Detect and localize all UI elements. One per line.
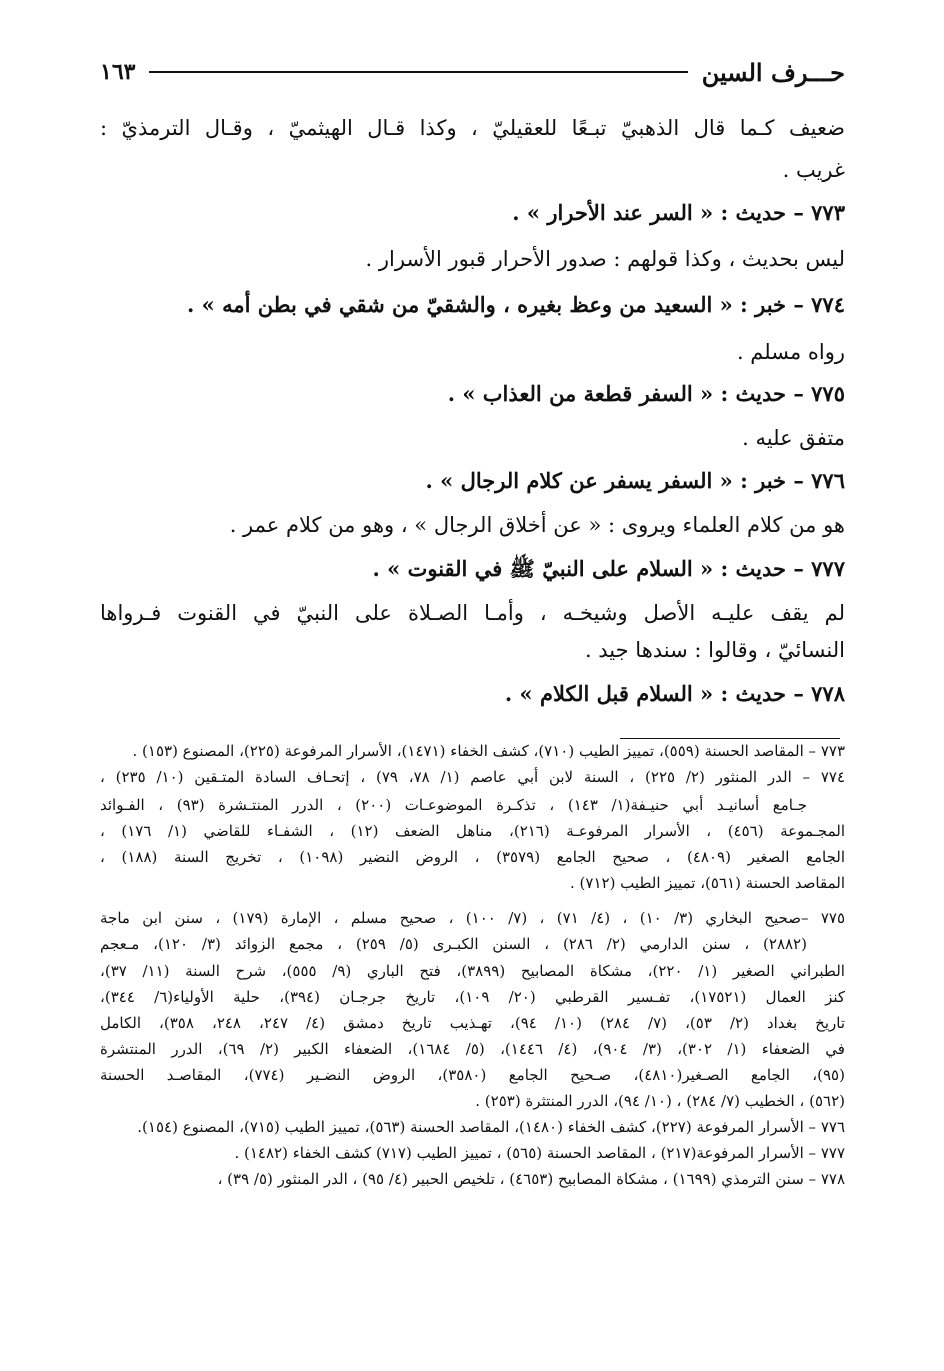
page-header xyxy=(100,52,845,92)
page-number: ١٦٣ xyxy=(100,59,136,85)
hadith-heading: ٧٧٦ – خبر : « السفر يسفر عن كلام الرجال » . xyxy=(425,468,845,493)
footnote-line: المقاصد الحسنة (٥٦١)، تمييز الطيب (٧١٢) . xyxy=(570,874,845,892)
footnote-line: الجامع الصغير (٤٨٠٩) ، صحيح الجامع (٣٥٧٩) ، الروض النضير (١٠٩٨) ، تخريج السنة (١٨٨) ، xyxy=(100,848,845,866)
body-line: متفق عليه . xyxy=(742,426,845,450)
chapter-title: حـــرف السين xyxy=(701,57,845,87)
footnote-line: المجـموعة (٤٥٦) ، الأسرار المرفوعـة (٢١٦)، مناهل الضعف (١٢) ، الشفـاء للقاضي (١/ ١٧٦) ، xyxy=(100,822,846,840)
body-line: رواه مسلم . xyxy=(736,340,845,364)
body-line: هو من كلام العلماء ويروى : « عن أخلاق الرجال » ، وهو من كلام عمر . xyxy=(229,513,845,537)
body-line: ليس بحديث ، وكذا قولهم : صدور الأحرار قبور الأسرار . xyxy=(365,247,845,271)
hadith-heading: ٧٧٧ – حديث : « السلام على النبيّ ﷺ في القنوت » . xyxy=(372,556,845,581)
footnote-line: ٧٧٦ – الأسرار المرفوعة (٢٢٧)، كشف الخفاء (١٤٨٠)، المقاصد الحسنة (٥٦٣)، تمييز الطيب (٧١٥)، المصنوع (١٥٤). xyxy=(137,1118,845,1136)
footnote-line: (٥٦٢) ، الخطيب (٧/ ٢٨٤) ، (١٠/ ٩٤)، الدرر المنتثرة (٢٥٣) . xyxy=(475,1092,845,1110)
footnote-separator xyxy=(620,738,840,739)
body-line: لم يقف عليـه الأصل وشيخـه ، وأمـا الصـلاة على النبيّ في القنوت فـرواها xyxy=(100,601,845,625)
hadith-heading: ٧٧٥ – حديث : « السفر قطعة من العذاب » . xyxy=(447,381,845,406)
footnote-line: (٩٥)، الجامع الصـغير(٤٨١٠)، صـحيح الجامع (٣٥٨٠)، الروض النضـير (٧٧٤)، المقاصـد الحسنة xyxy=(100,1066,845,1084)
hadith-heading: ٧٧٨ – حديث : « السلام قبل الكلام » . xyxy=(504,681,845,706)
header-rule xyxy=(149,71,687,73)
footnote-line: ٧٧٤ – الدر المنثور (٢/ ٢٢٥) ، السنة لابن أبي عاصم (١/ ٧٨، ٧٩) ، إتحـاف السادة المتـقين (١٠/ ٢٣٥) ، xyxy=(100,768,846,786)
footnote-line: ٧٧٥ –صحيح البخاري (٣/ ١٠) ، (٤/ ٧١) ، (٧/ ١٠٠) ، صحيح مسلم ، الإمارة (١٧٩) ، سنن ابن ماجة xyxy=(100,909,845,927)
footnote-line: في الضعفاء (١/ ٣٠٢)، (٣/ ٩٠٤)، (٤/ ١٤٤٦)، (٥/ ١٦٨٤)، الضعفاء الكبير (٢/ ٦٩)، الدرر المنتشرة xyxy=(100,1040,845,1058)
footnote-line: كنز العمال (١٧٥٢١)، تفـسير القرطبي (٢٠/ ١٠٩)، تاريخ جرجـان (٣٩٤)، حلية الأولياء(٦/ ٣٤٤)، xyxy=(100,988,846,1006)
footnote-line: ٧٧٨ – سنن الترمذي (١٦٩٩) ، مشكاة المصابيح (٤٦٥٣) ، تلخيص الحبير (٤/ ٩٥) ، الدر المنثور (٥/ ٣٩) ، xyxy=(217,1170,845,1188)
footnote-line: تاريخ بغداد (٢/ ٥٣)، (٧/ ٢٨٤) (١٠/ ٩٤)، تهـذيب تاريخ دمشق (٤/ ٢٤٧، ٢٤٨، ٣٥٨)، الكامل xyxy=(100,1014,846,1032)
body-line: النسائيّ ، وقالوا : سندها جيد . xyxy=(584,638,845,662)
body-line: ضعيف كـما قال الذهبيّ تبـعًا للعقيليّ ، وكذا قـال الهيثميّ ، وقـال الترمذيّ : xyxy=(100,116,845,140)
hadith-heading: ٧٧٣ – حديث : « السر عند الأحرار » . xyxy=(512,200,845,225)
hadith-heading: ٧٧٤ – خبر : « السعيد من وعظ بغيره ، والشقيّ من شقي في بطن أمه » . xyxy=(187,292,845,317)
footnote-line: (٢٨٨٢) ، سنن الدارمي (٢/ ٢٨٦) ، السنن الكبـرى (٥/ ٢٥٩) ، مجمع الزوائد (٣/ ١٢٠)، مـعجم xyxy=(100,935,807,953)
footnote-line: ٧٧٣ – المقاصد الحسنة (٥٥٩)، تمييز الطيب (٧١٠)، كشف الخفاء (١٤٧١)، الأسرار المرفوعة (٢٢٥)، المصنوع (١٥٣) . xyxy=(132,742,845,760)
footnote-line: ٧٧٧ – الأسرار المرفوعة(٢١٧) ، المقاصد الحسنة (٥٦٥) ، تمييز الطيب (٧١٧) كشف الخفاء (١٤٨٢) . xyxy=(234,1144,845,1162)
body-line: غريب . xyxy=(782,158,845,182)
footnote-line: الطبراني الصغير (١/ ٢٢٠)، مشكاة المصابيح (٣٨٩٩)، فتح الباري (٩/ ٥٥٥)، شرح السنة (١١/ ٣٧)، xyxy=(100,962,845,980)
footnote-line: جـامع أسانيـد أبي حنيـفة(١/ ١٤٣) ، تذكـرة الموضوعـات (٢٠٠) ، الدرر المنتـشرة (٩٣) ، الفـوائد xyxy=(100,796,807,814)
